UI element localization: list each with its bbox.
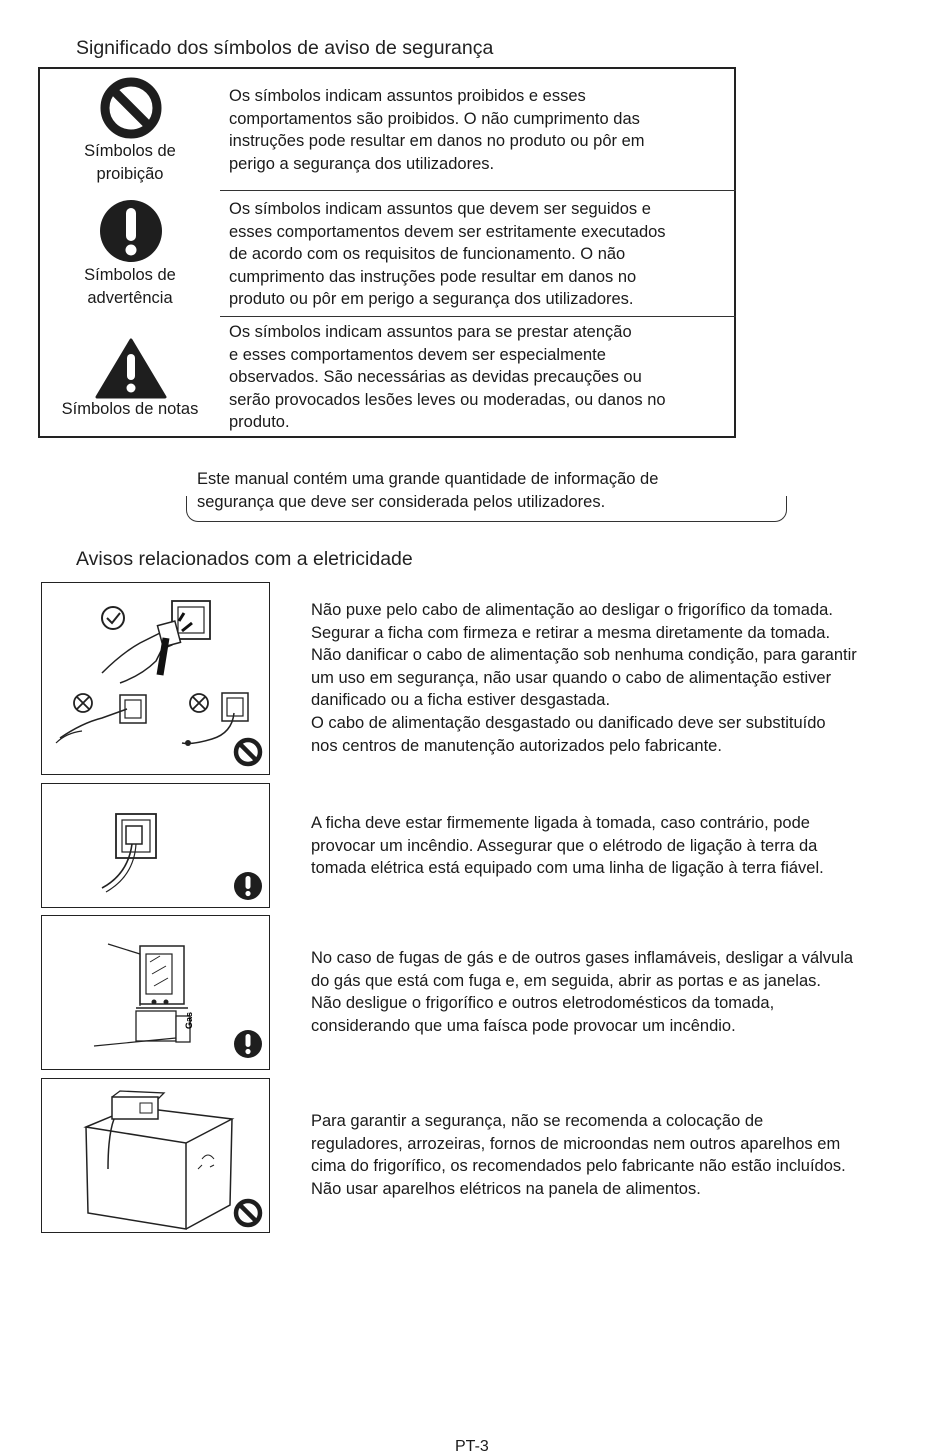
warning-icon: [234, 872, 262, 900]
symbol-label: Símbolos de notas: [61, 400, 199, 418]
plug-socket-illustration: [42, 784, 271, 909]
section-title-symbols: Significado dos símbolos de aviso de segurança: [76, 37, 494, 59]
unplug-illustration: [42, 583, 271, 776]
symbol-row-prohibition: [40, 69, 736, 191]
appliance-on-fridge-illustration: [42, 1079, 271, 1234]
ok-icon: [102, 607, 124, 629]
symbol-description: Os símbolos indicam assuntos que devem ser seguidos e esses comportamentos devem ser estritamente executados de acordo com os requisitos de funcionamento. O não cumprimento das instruções pode resultar em danos no produto ou pôr em perigo a segurança dos utilizadores.: [229, 200, 666, 309]
not-allowed-icon: [190, 694, 208, 712]
symbol-description: Os símbolos indicam assuntos para se prestar atenção e esses comportamentos devem ser especialmente observados. São necessárias as devidas precauções ou serão provocados lesões leves ou moderadas, ou danos no produto.: [229, 323, 666, 432]
symbols-table: [38, 67, 736, 438]
illustration-plug-socket: [41, 783, 270, 908]
symbol-label: Símbolos de proibição: [84, 142, 176, 183]
warning-text-plug: A ficha deve estar firmemente ligada à tomada, caso contrário, pode provocar um incêndio. Assegurar que o elétrodo de ligação à terra da tomada elétrica está equipado com uma linha de ligação à terra fiável.: [311, 814, 824, 878]
warning-text-appliances: Para garantir a segurança, não se recomenda a colocação de reguladores, arrozeiras, fornos de microondas nem outros aparelhos em cima do frigorífico, os recomendados pelo fabricante não estão incluídos. Não usar aparelhos elétricos na panela de alimentos.: [311, 1112, 846, 1198]
gas-leak-illustration: [42, 916, 271, 1071]
warning-icon: [99, 199, 163, 263]
note-bracket: [186, 496, 787, 522]
symbol-label: Símbolos de advertência: [84, 266, 176, 307]
illustration-appliance-on-fridge: [41, 1078, 270, 1233]
prohibition-icon: [236, 1201, 260, 1225]
not-allowed-icon: [74, 694, 92, 712]
page-number: PT-3: [455, 1438, 489, 1455]
prohibition-icon: [236, 740, 260, 764]
warning-icon: [234, 1030, 262, 1058]
warning-text-gas: No caso de fugas de gás e de outros gases inflamáveis, desligar a válvula do gás que está com fuga e, em seguida, abrir as portas e as janelas. Não desligue o frigorífico e outros eletrodomésticos da tomada, considerando que uma faísca pode provocar um incêndio.: [311, 949, 854, 1035]
symbol-row-caution: [40, 317, 736, 438]
symbol-row-warning: [40, 191, 736, 317]
symbol-description: Os símbolos indicam assuntos proibidos e esses comportamentos são proibidos. O não cumprimento das instruções pode resultar em danos no produto ou pôr em perigo a segurança dos utilizadores.: [229, 87, 645, 173]
section-title-electricity: Avisos relacionados com a eletricidade: [76, 548, 413, 570]
illustration-gas-leak: [41, 915, 270, 1070]
gas-label: Gas: [184, 1011, 194, 1029]
prohibition-icon: [98, 75, 164, 141]
caution-triangle-icon: [95, 337, 167, 401]
illustration-unplug: [41, 582, 270, 775]
warning-text-unplug: Não puxe pelo cabo de alimentação ao desligar o frigorífico da tomada. Segurar a ficha com firmeza e retirar a mesma diretamente da tomada. Não danificar o cabo de alimentação sob nenhuma condição, para garantir um uso em segurança, não usar quando o cabo de alimentação estiver danificado ou a ficha estiver desgastada. O cabo de alimentação desgastado ou danificado deve ser substituído nos centros de manutenção autorizados pelo fabricante.: [311, 601, 857, 755]
manual-note: Este manual contém uma grande quantidade de informação de segurança que deve ser considerada pelos utilizadores.: [197, 470, 659, 511]
